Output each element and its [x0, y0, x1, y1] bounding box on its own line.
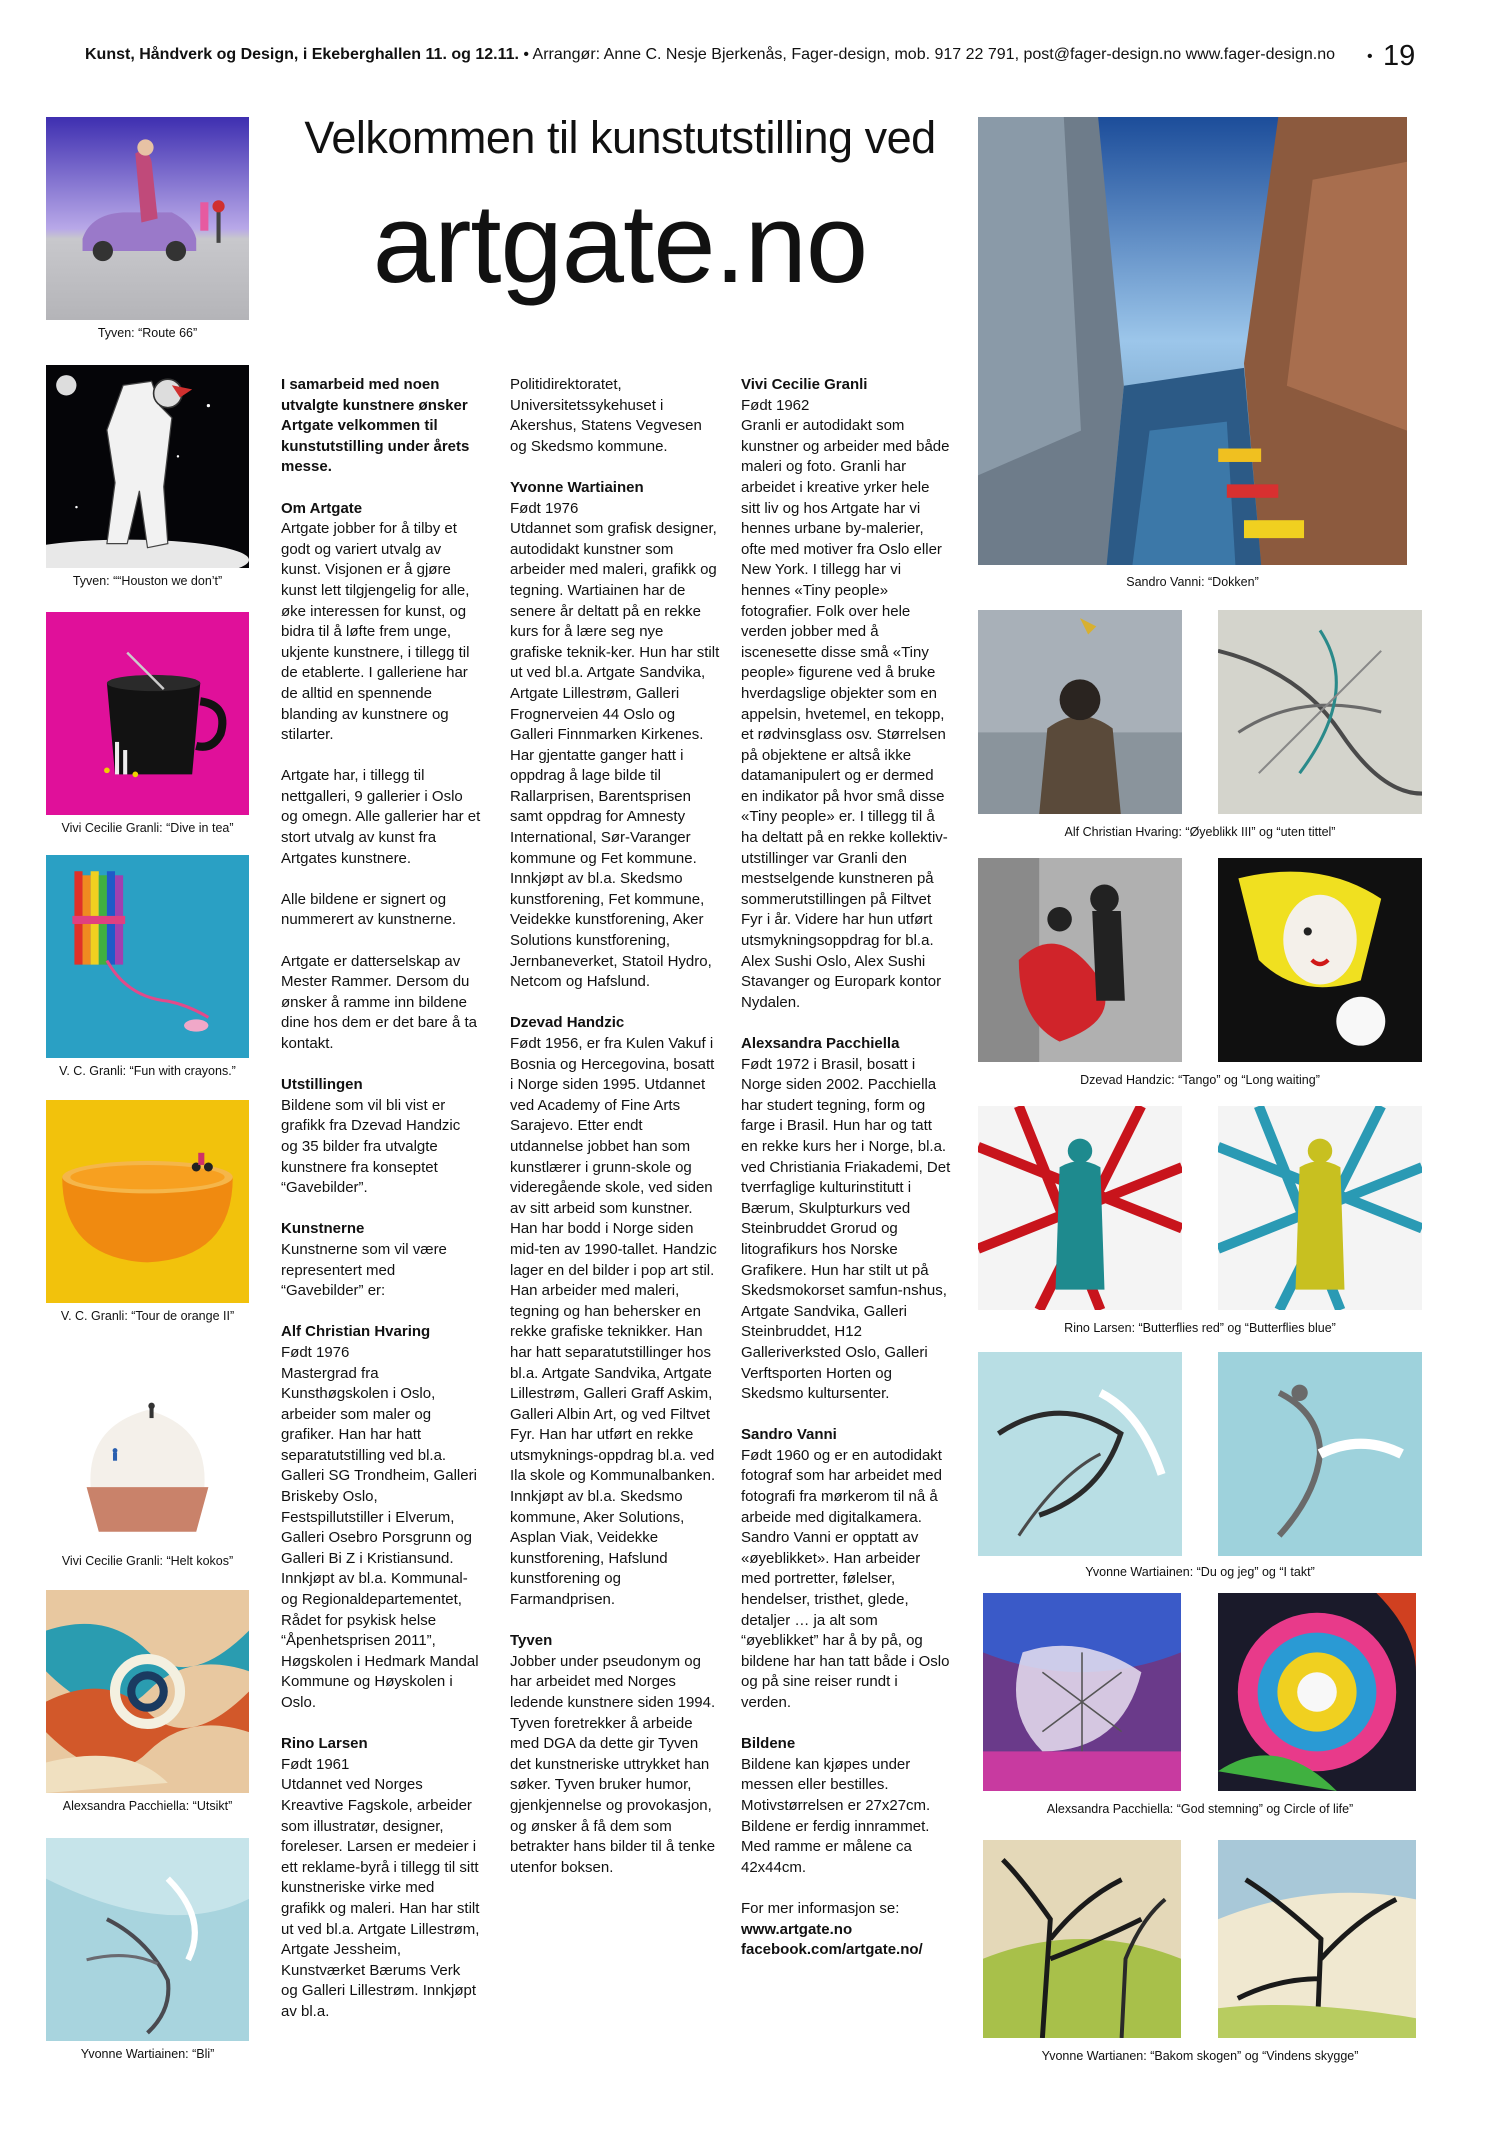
vivi-bio: Granli er autodidakt som kunstner og arbeider med både maleri og foto. Granli har arbeidet i kreative yrker hele sitt liv og hos Artgate har vi hennes urbane by-malerier, ofte med motiver fra Oslo eller New York. I tillegg har vi hennes «Tiny people» fotografier. Folk over hele verden jobber med å iscenesette disse små «Tiny people» figurene ved å bruke hverdagslige objekter som en appelsin, hvetemel, en tekopp, et rødvinsglass osv. Størrelsen på objektene er altså ikke datamanipulert og er dermed en indikator på hvor små disse «Tiny people» er. I tillegg til å ha deltatt på en rekke kollektiv-utstillinger var Granli den mestselgende kunstneren på sommerutstillingen på Filtvet Fyr i år. Videre har hun utført utsmykningsoppdrag for bl.a. Alex Sushi Oslo, Alex Sushi Stavanger og Europark kontor Nydalen.	[741, 417, 950, 1011]
page-header	[85, 40, 1416, 80]
om-artgate-p4: Artgate er datterselskap av Mester Rammer. Dersom du ønsker å ramme inn bildene dine hos dem er det bare å ta kontakt.	[281, 952, 477, 1052]
artwork-houston	[46, 365, 249, 568]
vivi-born: Født 1962	[741, 396, 810, 414]
intro-text: I samarbeid med noen utvalgte kunstnere ønsker Artgate velkommen til kunstutstilling under årets messe.	[281, 376, 470, 476]
caption-helt-kokos: Vivi Cecilie Granli: “Helt kokos”	[61, 1554, 234, 1568]
om-artgate-p2: Artgate har, i tillegg til nettgalleri, 9 gallerier i Oslo og omegn. Alle gallerier har et stort utvalg av kunst fra Artgates kunstnere.	[281, 767, 481, 867]
more-info-text: For mer informasjon se:	[741, 1899, 900, 1917]
heading-utstillingen: Utstillingen	[281, 1076, 363, 1094]
caption-wartiainen-pair: Yvonne Wartiainen: “Du og jeg” og “I takt”	[1085, 1565, 1315, 1579]
artwork-du-og-jeg	[978, 1352, 1182, 1556]
artwork-tango	[978, 858, 1182, 1062]
heading-alexsandra-pacchiella: Alexsandra Pacchiella	[741, 1035, 900, 1052]
heading-om-artgate: Om Artgate	[281, 499, 363, 517]
heading-kunstnerne: Kunstnerne	[281, 1220, 365, 1238]
yvonne-bio: Utdannet som grafisk designer, autodidakt kunstner som arbeider med maleri, grafikk og tegning. Wartiainen har de senere år deltatt på en rekke kurs for å lære seg nye grafiske teknik-ker. Hun har stilt ut ved bl.a. Artgate Sandvika, Artgate Lillestrøm, Galleri Frognerveien 44 Oslo og Galleri Finnmarken Kirkenes. Har gjentatte ganger hatt i oppdrag å lage bilde til Rallarprisen, Barentsprisen samt oppdrag for Amnesty International, Sør-Varanger kommune og Fet kommune. Innkjøpt av bl.a. Skedsmo kunstforening, Fet kommune, Veidekke kunstforening, Aker Solutions kunstforening, Jernbaneverket, Statoil Hydro, Netcom og Hafslund.	[510, 520, 720, 991]
bildene-text: Bildene kan kjøpes under messen eller bestilles. Motivstørrelsen er 27x27cm. Bildene er ferdig innrammet. Med ramme er målene ca 42x44cm.	[741, 1755, 931, 1876]
artwork-butterflies-red	[978, 1106, 1182, 1310]
utstillingen-text: Bildene som vil bli vist er grafikk fra Dzevad Handzic og 35 bilder fra utvalgte kunstnere fra konseptet “Gavebilder”.	[281, 1096, 461, 1197]
text-column-3	[741, 375, 951, 1981]
caption-dive-in-tea: Vivi Cecilie Granli: “Dive in tea”	[61, 821, 234, 835]
caption-tour-de-orange: V. C. Granli: “Tour de orange II”	[60, 1309, 235, 1323]
caption-hvaring: Alf Christian Hvaring: “Øyeblikk III” og “uten tittel”	[1064, 825, 1336, 839]
caption-route-66: Tyven: “Route 66”	[97, 326, 198, 340]
header-event: Kunst, Håndverk og Design, i Ekeberghallen 11. og 12.11.	[85, 46, 519, 63]
artwork-route-66	[46, 117, 249, 320]
dzevad-bio: Født 1956, er fra Kulen Vakuf i Bosnia og Hercegovina, bosatt i Norge siden 1995. Utdannet ved Academy of Fine Arts Sarajevo. Etter endt utdannelse jobbet han som kunstlærer i grunn-skole og videregående skole, ved siden av sitt arbeid som kunstner. Han har bodd i Norge siden mid-ten av 1990-tallet. Handzic lager en del bilder i pop art stil. Han arbeider med maleri, tegning og han behersker en rekke grafiske teknikker. Han har hatt separatutstillinger hos bl.a. Artgate Sandvika, Artgate Lillestrøm, Galleri Graff Askim, Galleri Albin Art, og ved Filtvet Fyr. Han har utført en rekke utsmyknings-oppdrag bl.a. ved Ila skole og Kommunalbanken. Innkjøpt av bl.a. Skedsmo kommune, Aker Solutions, Asplan Viak, Veidekke kunstforening, Hafslund kunstforening og Farmandprisen.	[510, 1035, 717, 1609]
website-link[interactable]: www.artgate.no	[741, 1920, 853, 1938]
caption-wartianen-skogen: Yvonne Wartianen: “Bakom skogen” og “Vindens skygge”	[1041, 2049, 1359, 2063]
artwork-god-stemning	[983, 1593, 1181, 1791]
artwork-utsikt	[46, 1590, 249, 1793]
rino-bio: Utdannet ved Norges Kreavtive Fagskole, arbeider som illustratør, designer, foreleser. Larsen er medeier i ett reklame-byrå i tillegg til sitt kunstneriske virke med grafikk og maleri. Han har stilt ut ved bl.a. Artgate Lillestrøm, Artgate Jessheim, Kunstværket Bærums Verk og Galleri Lillestrøm. Innkjøpt av bl.a.	[281, 1776, 480, 2020]
om-artgate-p1: Artgate jobber for å tilby et godt og variert utvalg av kunst. Visjonen er å gjøre kunst lett tilgjengelig for alle, øke interessen for kunst, og bidra til å løfte frem unge, ukjente kunstnere, i tillegg til de etablerte. I galleriene har de alltid en spennende blanding av kunstnere og stilarter.	[281, 520, 470, 744]
alf-born: Født 1976	[281, 1343, 350, 1361]
heading-vivi-granli: Vivi Cecilie Granli	[741, 376, 868, 393]
alexsandra-bio: Født 1972 i Brasil, bosatt i Norge siden 2002. Pacchiella har studert tegning, form og farge i Brasil. Hun har og tatt en rekke kurs her i Norge, bl.a. ved Christiania Friakademi, Det tverrfaglige kulturinstitutt i Bærum, Skulpturkurs ved Steinbruddet Grorud og litografikurs hos Norske Grafikere. Hun har stilt ut på Skedsmokorset samfun-nshus, Artgate Sandvika, Galleri Steinbruddet, H12 Galleriverksted Oslo, Galleri Verftsporten Horten og Skedsmo kultursenter.	[741, 1055, 951, 1403]
caption-larsen: Rino Larsen: “Butterflies red” og “Butterflies blue”	[1064, 1321, 1336, 1335]
page-number: 19	[1383, 40, 1416, 72]
page-title-line2: artgate.no	[372, 181, 868, 306]
artwork-fun-with-crayons	[46, 855, 249, 1058]
alf-bio: Mastergrad fra Kunsthøgskolen i Oslo, arbeider som maler og grafiker. Han har hatt separatutstilling ved bl.a. Galleri SG Trondheim, Galleri Briskeby Oslo, Festspillutstiller i Elverum, Galleri Osebro Porsgrunn og Galleri Bi Z i Kristiansund. Innkjøpt av bl.a. Kommunal- og Regionaldepartementet, Rådet for psykisk helse “Åpenhetsprisen 2011”, Høgskolen i Hedmark Mandal Kommune og Høyskolen i Oslo.	[281, 1364, 479, 1711]
artwork-bli	[46, 1838, 249, 2041]
tyven-bio: Jobber under pseudonym og har arbeidet med Norges ledende kunstnere siden 1994. Tyven foretrekker å arbeide med DGA da dette gir Tyven det kunstneriske uttrykket han søker. Tyven bruker humor, gjenkjennelse og provokasjon, og ønsker å få dem som betrakter hans bilder til å tenke utenfor boksen.	[510, 1652, 716, 1876]
artwork-i-takt	[1218, 1352, 1422, 1556]
artwork-dive-in-tea	[46, 612, 249, 815]
caption-utsikt: Alexsandra Pacchiella: “Utsikt”	[62, 1799, 233, 1813]
artwork-circle-of-life	[1218, 1593, 1416, 1791]
caption-houston: Tyven: ““Houston we don’t”	[72, 574, 223, 588]
artwork-dokken	[978, 117, 1407, 565]
artwork-butterflies-blue	[1218, 1106, 1422, 1310]
kunstnerne-text: Kunstnerne som vil være representert med “Gavebilder” er:	[281, 1240, 447, 1300]
text-column-2	[510, 375, 720, 1899]
artwork-long-waiting	[1218, 858, 1422, 1062]
rino-bio-cont: Politidirektoratet, Universitetssykehuset i Akershus, Statens Vegvesen og Skedsmo kommune.	[510, 376, 702, 455]
artwork-helt-kokos	[46, 1345, 249, 1548]
caption-handzic: Dzevad Handzic: “Tango” og “Long waiting”	[1080, 1073, 1320, 1087]
header-bullet: •	[1367, 48, 1373, 65]
artwork-vindens-skygge	[1218, 1840, 1416, 2038]
page-title-line1: Velkommen til kunstutstilling ved	[304, 112, 936, 163]
yvonne-born: Født 1976	[510, 499, 579, 517]
artwork-uten-tittel	[1218, 610, 1422, 814]
heading-tyven: Tyven	[510, 1632, 553, 1650]
heading-bildene: Bildene	[741, 1735, 796, 1753]
caption-pacchiella-pair: Alexsandra Pacchiella: “God stemning” og Circle of life”	[1046, 1802, 1354, 1816]
caption-dokken: Sandro Vanni: “Dokken”	[1126, 575, 1259, 589]
heading-yvonne-wartiainen: Yvonne Wartiainen	[510, 478, 644, 496]
sandro-bio: Født 1960 og er en autodidakt fotograf som har arbeidet med fotografi fra mørkerom til nå å arbeide med digitalkamera. Sandro Vanni er opptatt av «øyeblikket». Han arbeider med portretter, følelser, hendelser, tristhet, glede, detaljer … ja alt som “øyeblikket” har å by på, og bildene har han tatt både i Oslo og på sine reiser rundt i verden.	[741, 1446, 950, 1711]
header-organizer: • Arrangør: Anne C. Nesje Bjerkenås, Fager-design, mob. 917 22 791, post@fager-design.no www.fager-design.no	[518, 46, 1335, 63]
caption-fun-with-crayons: V. C. Granli: “Fun with crayons.”	[59, 1064, 236, 1078]
heading-sandro-vanni: Sandro Vanni	[741, 1426, 837, 1444]
heading-alf-hvaring: Alf Christian Hvaring	[281, 1323, 431, 1341]
facebook-link[interactable]: facebook.com/artgate.no/	[741, 1941, 923, 1959]
heading-rino-larsen: Rino Larsen	[281, 1735, 368, 1753]
artwork-tour-de-orange	[46, 1100, 249, 1303]
rino-born: Født 1961	[281, 1755, 350, 1773]
om-artgate-p3: Alle bildene er signert og nummerert av kunstnerne.	[281, 890, 457, 929]
heading-dzevad-handzic: Dzevad Handzic	[510, 1014, 625, 1032]
artwork-oyeblikk-iii	[978, 610, 1182, 814]
text-column-1	[281, 375, 481, 2043]
artwork-bakom-skogen	[983, 1840, 1181, 2038]
caption-bli: Yvonne Wartiainen: “Bli”	[80, 2047, 215, 2061]
